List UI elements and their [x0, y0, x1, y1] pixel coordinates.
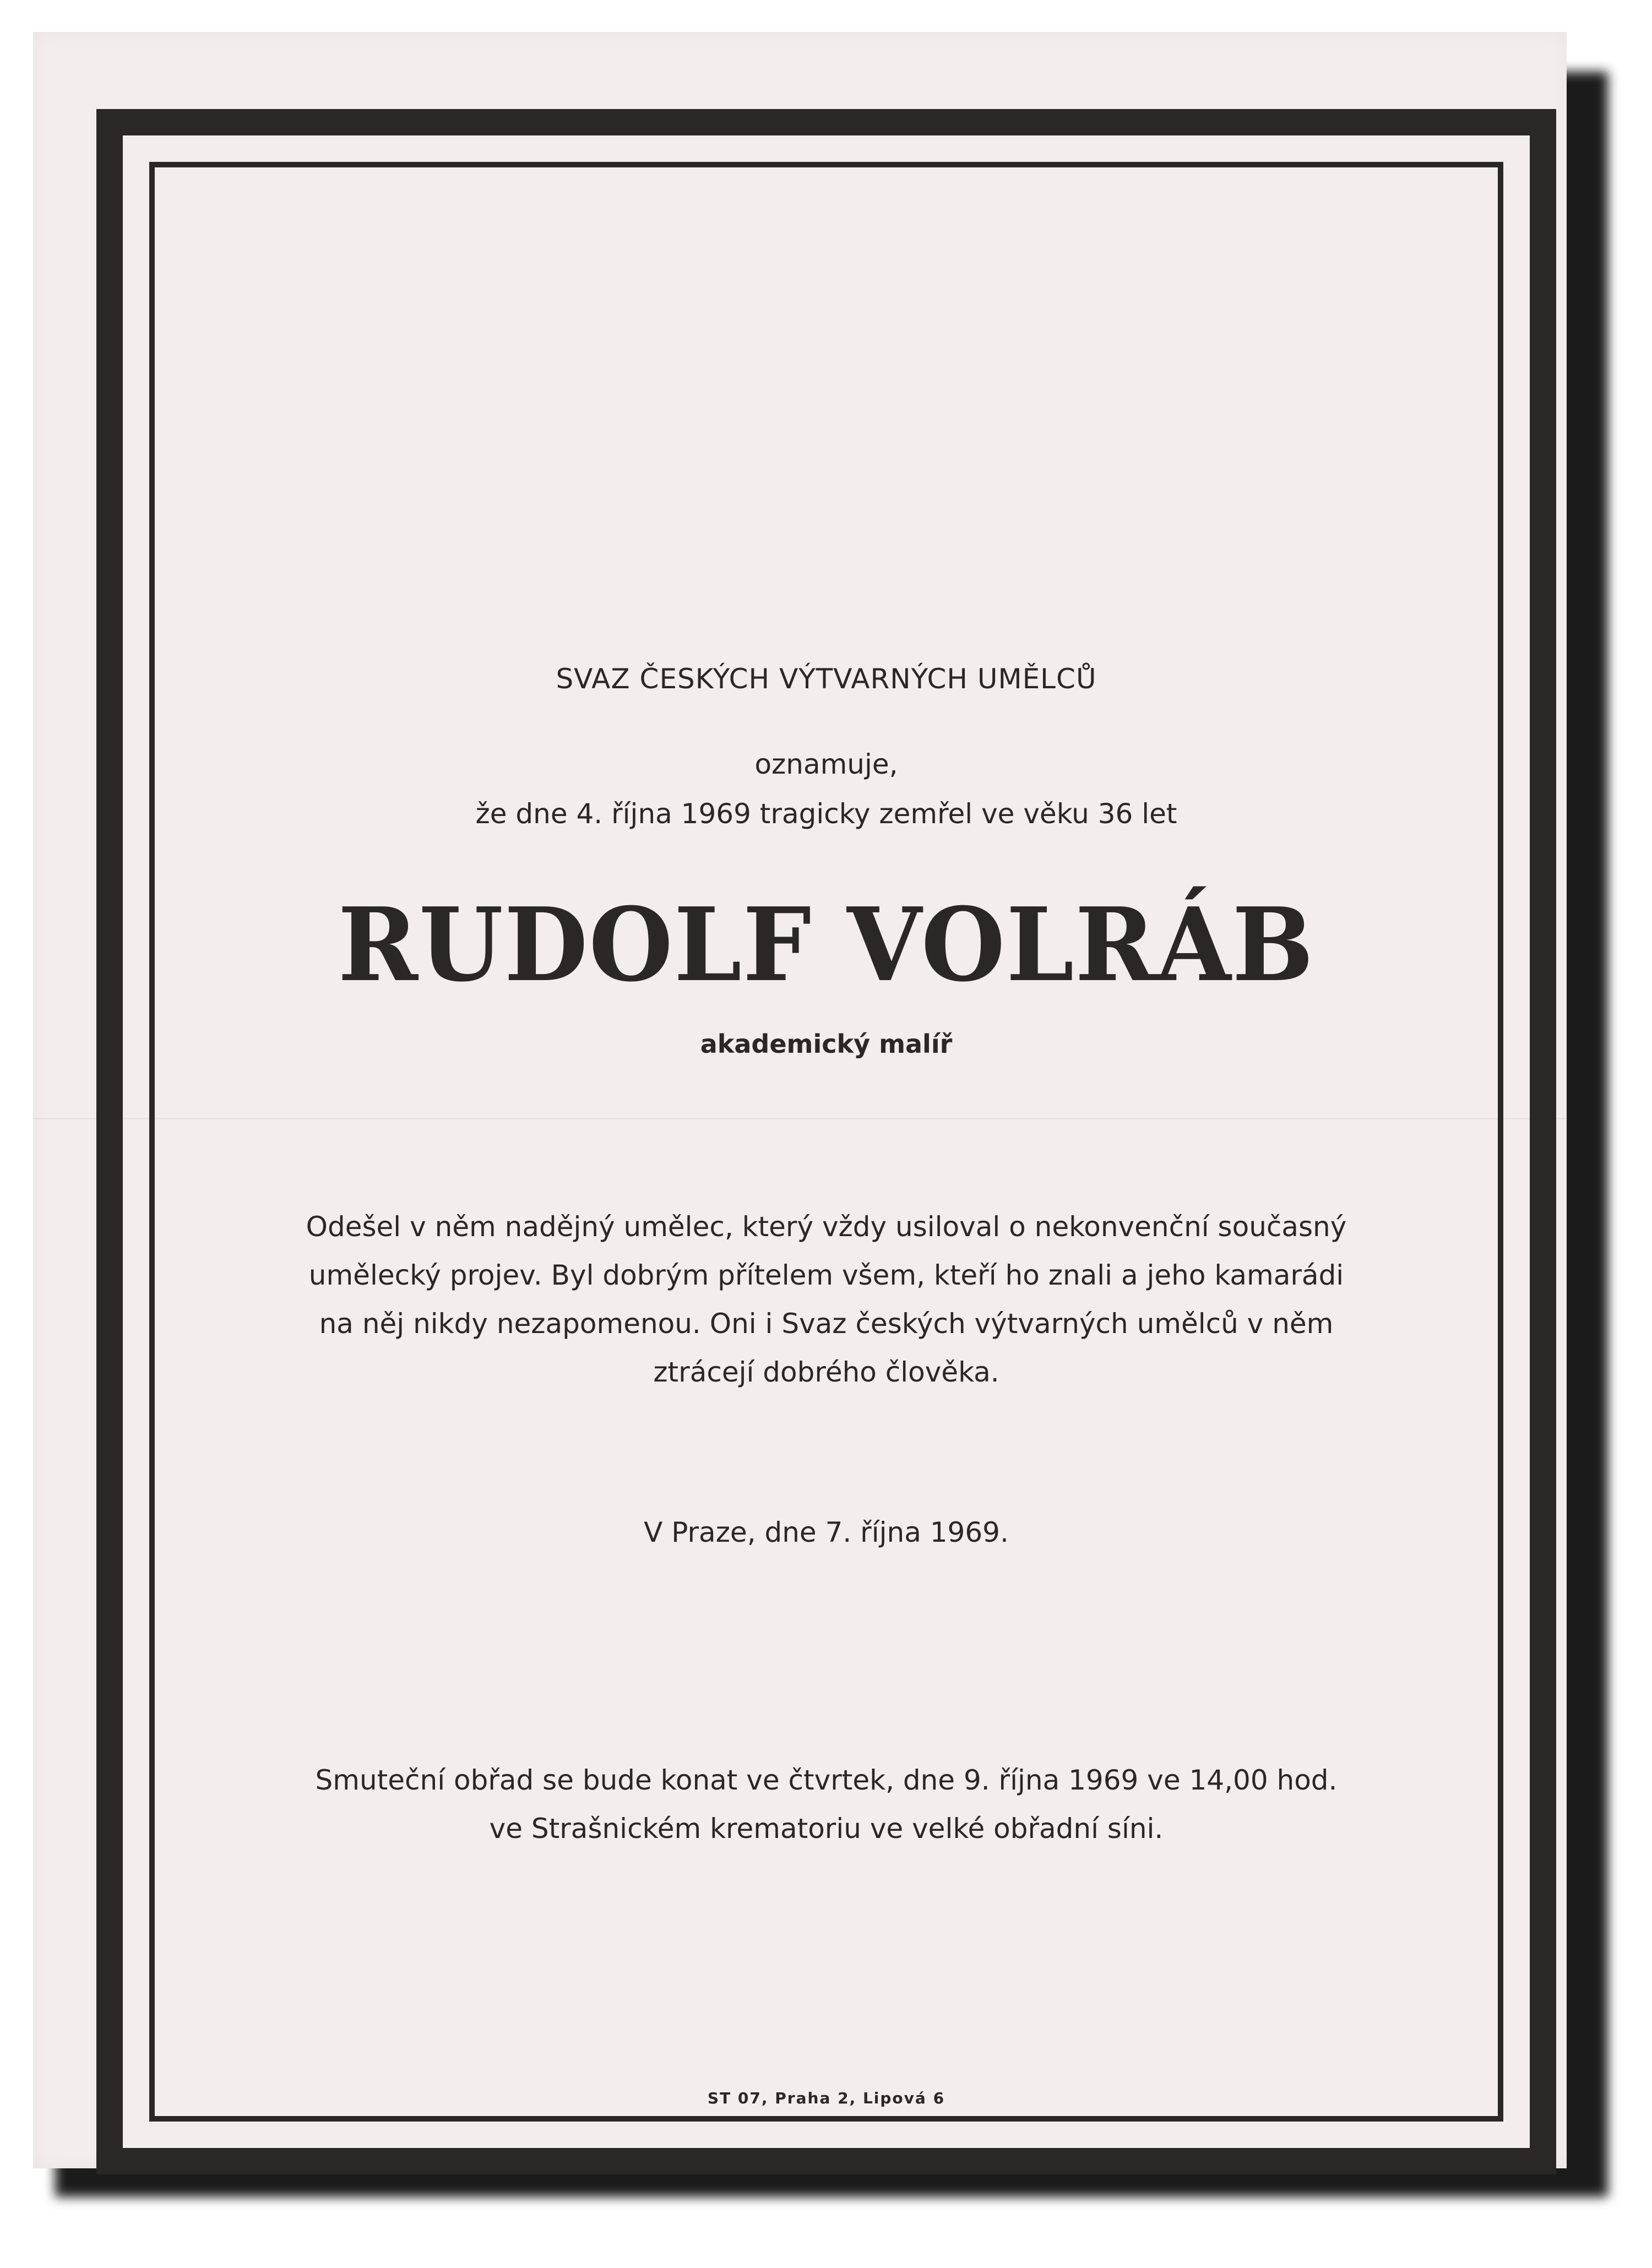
mourning-border-inner [149, 162, 1503, 2122]
death-statement: že dne 4. října 1969 tragicky zemřel ve věku 36 let [475, 798, 1177, 830]
ceremony-line-1: Smuteční obřad se bude konat ve čtvrtek, dne 9. října 1969 ve 14,00 hod. [315, 1764, 1338, 1796]
ceremony-line-2: ve Strašnickém krematoriu ve velké obřadní síni. [489, 1813, 1164, 1845]
announces-text: oznamuje, [754, 748, 898, 780]
notice-content [188, 167, 1465, 2116]
printer-imprint: ST 07, Praha 2, Lipová 6 [707, 2089, 945, 2107]
place-and-date: V Praze, dne 7. října 1969. [644, 1516, 1009, 1548]
organization-name: SVAZ ČESKÝCH VÝTVARNÝCH UMĚLCŮ [556, 663, 1097, 695]
deceased-profession: akademický malíř [700, 1029, 953, 1059]
tribute-line-2: umělecký projev. Byl dobrým přítelem všem, kteří ho znali a jeho kamarádi [308, 1259, 1344, 1291]
tribute-line-1: Odešel v něm nadějný umělec, který vždy usiloval o nekonvenční současný [306, 1211, 1347, 1243]
mourning-border-outer [96, 109, 1556, 2174]
deceased-name: RUDOLF VOLRÁB [338, 885, 1315, 1005]
obituary-sheet [33, 32, 1567, 2168]
tribute-line-3: na něj nikdy nezapomenou. Oni i Svaz českých výtvarných umělců v něm [319, 1308, 1334, 1340]
tribute-line-4: ztrácejí dobrého člověka. [653, 1356, 999, 1388]
